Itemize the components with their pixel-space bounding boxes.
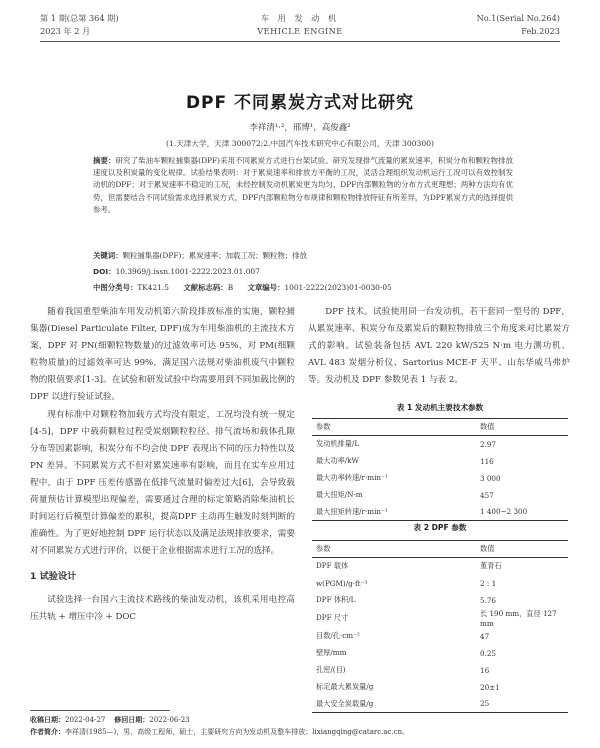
table2-caption: 表 2 DPF 参数 (413, 523, 467, 532)
table-row: DPF 载体 堇青石 (316, 561, 502, 571)
right-column (308, 304, 570, 389)
table2 (312, 540, 568, 713)
header-issue: 第 1 期(总第 364 期) 2023 年 2 月 (40, 13, 119, 36)
classification-line: 中图分类号：TK421.5 文献标志码：B 文章编号：1001-2222(2023)01-0030-05 (93, 283, 392, 292)
left-column (30, 304, 295, 626)
paragraph: 现有标准中对颗粒物加载方式均没有限定，工况均没有统一规定[4-5]，DPF 中载荷颗粒过程受炭烟颗粒粒径、排气流场和载体孔隙分布等因素影响，积炭分布不均会使 DPF 表现出不同的压力特性以及 PN 差异。不同累炭方式不但对累炭速率有影响，而且在实车应用过程中，由于 DPF 压差传感器在低排气流量时偏差过大[6]，会导致载荷量预估计算模型出现偏差，需要通过合理的标定策略消除柴油机长时间运行后模型计算偏差的累积，提高DPF 主动再生触发时刻判断的准确性。为了更好地控制 DPF 运行状态以及满足法规排放要求，需要对不同累炭方式进行评价，以便于企业根据需求进行工况的选择。 (30, 409, 295, 557)
footnote-rule (30, 710, 170, 711)
table-header-row (312, 541, 568, 558)
table1-caption: 表 1 发动机主要技术参数 (396, 403, 484, 412)
table1 (312, 418, 568, 521)
abstract-text: 研究了柴油车颗粒捕集器(DPF)采用不同累炭方式进行台架试验。研究发现排气流量的累炭速率，积炭分布和颗粒物排放速度以及积炭量的变化规律。试验结果表明：对于累炭速率和排放方平衡的工况，灵活合理组织发动机运行工况可以有效控制发动机的DPF；对于累炭速率不稳定的工况，未经控制发动机累炭更为均匀，DPF内部颗粒物的分布方式更理想；两种方法均有优势，但需要结合不同试验需求选择累炭方式，DPF内部颗粒物分布规律和颗粒物排放特征有所差异，为DPF累炭方式的选择提供参考。 (93, 156, 513, 214)
table-header-cell: 数值 (480, 544, 495, 553)
abstract-label: 摘要： (93, 156, 116, 165)
table-header-row (312, 419, 568, 436)
table-row: 标定最大累炭量/g 20±1 (316, 682, 500, 692)
table-row: 最大功率/kW 116 (316, 456, 494, 466)
table-row: 发动机排量/L 2.97 (316, 439, 497, 449)
table-row: 壁厚/mm 0.25 (316, 648, 497, 658)
doi: DOI：10.3969/j.issn.1001-2222.2023.01.007 (93, 267, 260, 276)
author-bio: 作者简介：李祥清(1985—)，男，高级工程师，硕士，主要研究方向为发动机及整车排放；lixiangqing@catarc.ac.cn。 (30, 727, 410, 736)
table-row: 最大功率转速/r·min⁻¹ 3 000 (316, 473, 501, 483)
paragraph: DPF 技术。试验使用同一台发动机，若干套同一型号的 DPF，从累炭速率、积炭分布及累炭后的颗粒物排放三个角度来对比累炭方式的影响。试验装备包括 AVL 220 kW/525 N·m 电力测功机、AVL 483 炭烟分析仪、Sartorius MCE-F 天平、山东华威马弗炉等。发动机及 DPF 参数见表 1 与表 2。 (308, 307, 570, 386)
section-heading: 1 试验设计 (30, 571, 77, 583)
received-dates: 收稿日期：2022-04-27 修回日期：2022-06-23 (30, 715, 190, 724)
table-header-cell: 数值 (480, 422, 495, 431)
running-header (40, 12, 560, 42)
affiliations: (1.天津大学，天津 300072;2.中国汽车技术研究中心有限公司，天津 300300) (165, 139, 435, 148)
table-row: 最大扭矩/N·m 457 (316, 490, 494, 500)
paragraph: 试验选择一台国六主流技术路线的柴油发动机，该机采用电控高压共轨 + 增压中冷 + DOC (30, 594, 295, 622)
table-row: 最大安全炭载量/g 25 (312, 696, 568, 713)
footnote (30, 710, 560, 738)
header-rule (40, 41, 560, 42)
paper-title: DPF 不同累炭方式对比研究 (185, 93, 415, 113)
keywords: 关键词：颗粒捕集器(DPF)；累炭速率；加载工况；颗粒物；排放 (93, 251, 307, 260)
table-row: DPF 尺寸 长 190 mm，直径 127 mm (316, 608, 557, 628)
paragraph: 随着我国重型柴油车用发动机第六阶段排放标准的实施，颗粒捕集器(Diesel Particulate Filter, DPF)成为车用柴油机的主流技术方案，DPF 对 PN(细颗粒物数量)的过滤效率可达 95%，对 PM(细颗粒物质量)的过滤效率可达 99%，满足国六法规对柴油机废气中颗粒物的限值要求[1-3]。在试验和研发试验中均需要用到不同加载比例的 DPF 以进行验证试验。 (30, 307, 295, 403)
header-serial: No.1(Serial No.264) Feb.2023 (476, 13, 560, 36)
table-row: 孔密/(目) 16 (316, 665, 490, 675)
table-row: w(PGM)/g·ft⁻³ 2 : 1 (316, 578, 497, 588)
table-row: DPF 体积/L 5.76 (316, 595, 497, 605)
table-row: 最大扭矩转速/r·min⁻¹ 1 400~2 300 (312, 504, 568, 521)
table-header-cell: 参数 (316, 422, 331, 431)
table-row: 目数/孔·cm⁻² 47 (316, 631, 490, 641)
abstract (93, 155, 513, 216)
author-list: 李祥清¹·²，邢博¹，高俊鑫² (249, 123, 351, 133)
table-header-cell: 参数 (316, 544, 331, 553)
header-journal: 车 用 发 动 机 VEHICLE ENGINE (257, 13, 343, 36)
